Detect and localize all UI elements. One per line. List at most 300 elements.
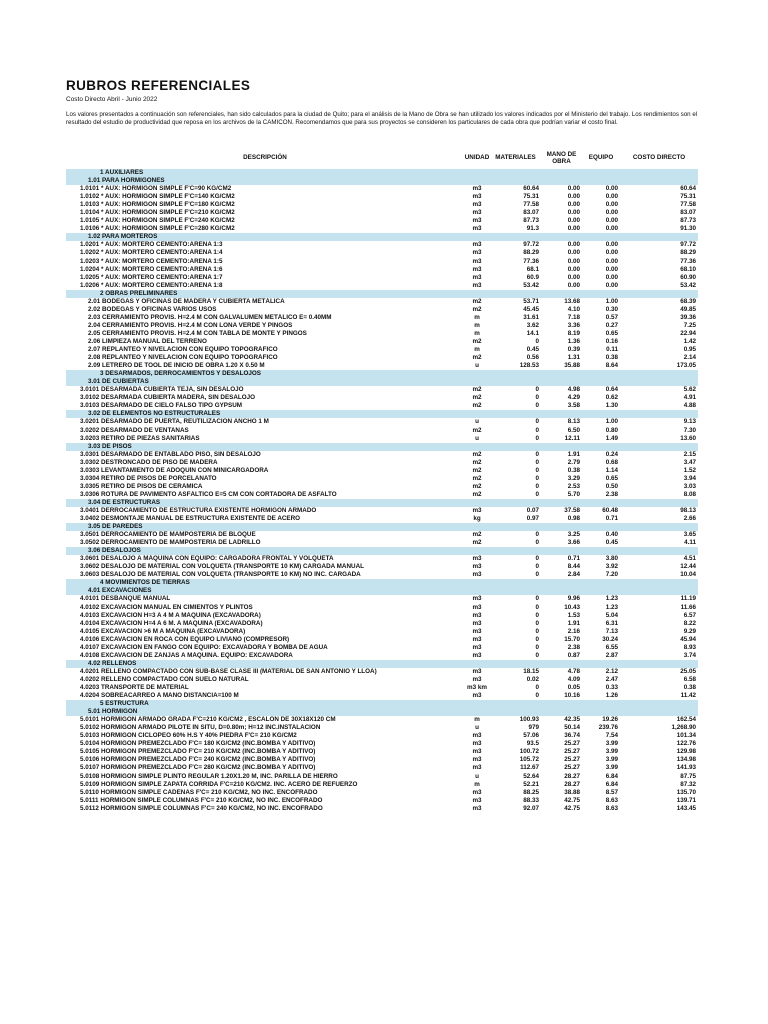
item-description: 4.0104 EXCAVACIÓN H=4 A 6 M. A MÁQUINA (EXCAVADORA) (66, 620, 464, 628)
item-unit: m2 (464, 467, 490, 475)
section-filler-cell (541, 660, 582, 668)
item-mano-de-obra: 0.00 (541, 282, 582, 290)
item-materiales: 0 (490, 394, 541, 402)
item-description: 5.0102 HORMIGÓN ARMADO PILOTE IN SITU, D=0.80m; H=12 INC.INSTALACIÓN (66, 724, 464, 732)
item-description: 4.0102 EXCAVACIÓN MANUAL EN CIMIENTOS Y PLINTOS (66, 604, 464, 612)
item-unit: m (464, 314, 490, 322)
item-costo-directo: 3.03 (620, 483, 698, 491)
item-description: 4.0108 EXCAVACIÓN DE ZANJAS A MÁQUINA. EQUIPO: EXCAVADORA (66, 652, 464, 660)
item-unit: m3 (464, 266, 490, 274)
table-row (66, 362, 698, 370)
item-materiales: 0 (490, 684, 541, 692)
item-equipo: 2.47 (582, 676, 620, 684)
item-equipo: 0.40 (582, 531, 620, 539)
table-row (66, 612, 698, 620)
item-description: 2.04 CERRAMIENTO PROVIS. H=2.4 M CON LONA VERDE Y PINGOS (66, 322, 464, 330)
item-description: 3.0602 DESALOJO DE MATERIAL CON VOLQUETA (TRANSPORTE 10 KM) CARGADA MANUAL (66, 563, 464, 571)
table-row (66, 716, 698, 724)
item-description: 4.0106 EXCAVACIÓN EN ROCA CON EQUIPO LIVIANO (COMPRESOR) (66, 636, 464, 644)
item-unit: m3 (464, 249, 490, 257)
item-mano-de-obra: 2.79 (541, 459, 582, 467)
section-row (66, 499, 698, 507)
item-description: 1.0206 * AUX: MORTERO CEMENTO:ARENA 1:8 (66, 282, 464, 290)
item-unit: m3 (464, 732, 490, 740)
item-description: 3.0305 RETIRO DE PISOS DE CERÁMICA (66, 483, 464, 491)
item-equipo: 3.99 (582, 756, 620, 764)
item-costo-directo: 22.94 (620, 330, 698, 338)
item-mano-de-obra: 4.78 (541, 668, 582, 676)
item-unit: m3 (464, 692, 490, 700)
item-unit: m3 (464, 604, 490, 612)
section-label: 3.03 DE PISOS (66, 443, 464, 451)
item-description: 3.0102 DESARMADA CUBIERTA MADERA, SIN DESALOJO (66, 394, 464, 402)
item-equipo: 0.33 (582, 684, 620, 692)
item-materiales: 128.53 (490, 362, 541, 370)
section-filler-cell (464, 547, 490, 555)
table-row (66, 459, 698, 467)
item-mano-de-obra: 38.88 (541, 789, 582, 797)
table-row (66, 241, 698, 249)
section-filler-cell (582, 370, 620, 378)
section-filler-cell (490, 443, 541, 451)
section-filler-cell (620, 700, 698, 708)
item-materiales: 979 (490, 724, 541, 732)
item-description: 1.0204 * AUX: MORTERO CEMENTO:ARENA 1:6 (66, 266, 464, 274)
column-header-mano-de-obra: MANO DE OBRA (546, 150, 577, 165)
item-materiales: 100.93 (490, 716, 541, 724)
item-unit: m2 (464, 402, 490, 410)
item-unit: u (464, 724, 490, 732)
section-filler-cell (490, 499, 541, 507)
item-costo-directo: 162.54 (620, 716, 698, 724)
item-description: 5.0106 HORMIGÓN PREMEZCLADO F'C= 240 KG/CM2 (INC.BOMBA Y ADITIVO) (66, 756, 464, 764)
item-costo-directo: 88.29 (620, 249, 698, 257)
item-unit: m3 (464, 756, 490, 764)
item-unit: m3 (464, 644, 490, 652)
page-subtitle: Costo Directo Abril - Junio 2022 (66, 96, 158, 103)
item-equipo: 0.11 (582, 346, 620, 354)
item-mano-de-obra: 0.00 (541, 249, 582, 257)
item-equipo: 8.64 (582, 362, 620, 370)
item-equipo: 0.71 (582, 515, 620, 523)
section-filler-cell (620, 708, 698, 716)
section-label: 4.02 RELLENOS (66, 660, 464, 668)
table-row (66, 531, 698, 539)
section-row (66, 177, 698, 185)
item-equipo: 19.26 (582, 716, 620, 724)
item-unit: m3 (464, 805, 490, 813)
item-materiales: 0.97 (490, 515, 541, 523)
item-costo-directo: 4.88 (620, 402, 698, 410)
section-filler-cell (464, 587, 490, 595)
item-mano-de-obra: 50.14 (541, 724, 582, 732)
item-equipo: 7.13 (582, 628, 620, 636)
item-description: 3.0201 DESARMADO DE PUERTA, REUTILIZACIÓN ANCHO 1 M (66, 418, 464, 426)
item-equipo: 2.38 (582, 491, 620, 499)
item-description: 2.08 REPLANTEO Y NIVELACIÓN CON EQUIPO TOPOGRÁFICO (66, 354, 464, 362)
table-row (66, 258, 698, 266)
table-row (66, 539, 698, 547)
section-row (66, 233, 698, 241)
item-materiales: 91.3 (490, 225, 541, 233)
table-row (66, 636, 698, 644)
table-row (66, 781, 698, 789)
item-equipo: 7.54 (582, 732, 620, 740)
item-materiales: 100.72 (490, 748, 541, 756)
item-unit: m3 (464, 764, 490, 772)
section-filler-cell (464, 700, 490, 708)
section-filler-cell (620, 660, 698, 668)
section-filler-cell (490, 708, 541, 716)
item-materiales: 0 (490, 636, 541, 644)
item-equipo: 6.84 (582, 773, 620, 781)
item-mano-de-obra: 0.05 (541, 684, 582, 692)
table-row (66, 201, 698, 209)
table-row (66, 571, 698, 579)
section-filler-cell (620, 290, 698, 298)
section-row (66, 378, 698, 386)
table-row (66, 732, 698, 740)
price-table (66, 146, 698, 813)
item-equipo: 3.99 (582, 748, 620, 756)
section-filler-cell (490, 579, 541, 587)
section-filler-cell (464, 499, 490, 507)
table-row (66, 676, 698, 684)
table-row (66, 764, 698, 772)
item-mano-de-obra: 1.36 (541, 338, 582, 346)
section-filler-cell (582, 499, 620, 507)
item-costo-directo: 13.60 (620, 435, 698, 443)
item-mano-de-obra: 3.36 (541, 322, 582, 330)
item-description: 1.0205 * AUX: MORTERO CEMENTO:ARENA 1:7 (66, 274, 464, 282)
section-filler-cell (582, 700, 620, 708)
section-filler-cell (582, 378, 620, 386)
table-row (66, 475, 698, 483)
item-unit: m3 (464, 217, 490, 225)
table-header-row (66, 146, 698, 169)
item-unit: m3 (464, 636, 490, 644)
section-label: 3.02 DE ELEMENTOS NO ESTRUCTURALES (66, 410, 464, 418)
section-filler-cell (582, 169, 620, 177)
intro-paragraph: Los valores presentados a continuación son referenciales, han sido calculados para la ciudad de Quito; para el análisis de la Mano de Obra se han utilizado los valores indicados por el Ministerio del trabajo. Los rendimientos son el resultado del estudio de productividad que reposa en los archivos de la CAMICON. Recomendamos que para sus proyectos se consideren los particulares de cada obra que podrían variar el costo final. (66, 111, 698, 127)
item-materiales: 83.07 (490, 209, 541, 217)
item-unit: m3 (464, 507, 490, 515)
item-mano-de-obra: 25.27 (541, 748, 582, 756)
table-row (66, 483, 698, 491)
section-filler-cell (541, 579, 582, 587)
item-materiales: 77.36 (490, 258, 541, 266)
section-filler-cell (582, 708, 620, 716)
section-filler-cell (582, 410, 620, 418)
section-filler-cell (464, 523, 490, 531)
section-filler-cell (541, 700, 582, 708)
item-mano-de-obra: 25.27 (541, 756, 582, 764)
item-materiales: 45.45 (490, 306, 541, 314)
section-filler-cell (490, 547, 541, 555)
item-mano-de-obra: 10.16 (541, 692, 582, 700)
item-mano-de-obra: 42.75 (541, 805, 582, 813)
section-filler-cell (464, 378, 490, 386)
section-filler-cell (490, 523, 541, 531)
item-mano-de-obra: 1.91 (541, 620, 582, 628)
section-filler-cell (464, 233, 490, 241)
item-description: 3.0302 DESTRONCADO DE PISO DE MADERA (66, 459, 464, 467)
item-costo-directo: 11.19 (620, 595, 698, 603)
item-costo-directo: 39.36 (620, 314, 698, 322)
item-mano-de-obra: 35.88 (541, 362, 582, 370)
item-materiales: 0 (490, 571, 541, 579)
section-row (66, 547, 698, 555)
item-materiales: 0 (490, 451, 541, 459)
item-mano-de-obra: 2.38 (541, 644, 582, 652)
table-row (66, 322, 698, 330)
table-row (66, 684, 698, 692)
table-row (66, 773, 698, 781)
item-costo-directo: 53.42 (620, 282, 698, 290)
item-costo-directo: 7.25 (620, 322, 698, 330)
item-equipo: 239.76 (582, 724, 620, 732)
item-unit: m (464, 330, 490, 338)
item-mano-de-obra: 4.29 (541, 394, 582, 402)
item-materiales: 53.42 (490, 282, 541, 290)
section-label: 5.01 HORMIGÓN (66, 708, 464, 716)
item-materiales: 0 (490, 612, 541, 620)
item-description: 2.07 REPLANTEO Y NIVELACIÓN CON EQUIPO TOPOGRÁFICO (66, 346, 464, 354)
item-equipo: 6.55 (582, 644, 620, 652)
item-equipo: 1.00 (582, 298, 620, 306)
item-unit: m3 (464, 748, 490, 756)
item-costo-directo: 1.52 (620, 467, 698, 475)
item-costo-directo: 3.65 (620, 531, 698, 539)
item-mano-de-obra: 1.31 (541, 354, 582, 362)
section-filler-cell (490, 169, 541, 177)
item-mano-de-obra: 0.00 (541, 185, 582, 193)
item-costo-directo: 2.14 (620, 354, 698, 362)
item-materiales: 0 (490, 483, 541, 491)
item-mano-de-obra: 28.27 (541, 781, 582, 789)
item-mano-de-obra: 0.00 (541, 258, 582, 266)
item-equipo: 1.49 (582, 435, 620, 443)
table-row (66, 467, 698, 475)
item-materiales: 0.02 (490, 676, 541, 684)
item-materiales: 0 (490, 692, 541, 700)
section-filler-cell (541, 290, 582, 298)
item-description: 5.0110 HORMIGÓN SIMPLE CADENAS F'C= 210 KG/CM2, NO INC. ENCOFRADO (66, 789, 464, 797)
item-costo-directo: 4.91 (620, 394, 698, 402)
item-materiales: 3.62 (490, 322, 541, 330)
item-materiales: 0 (490, 644, 541, 652)
item-mano-de-obra: 2.16 (541, 628, 582, 636)
item-unit: m3 (464, 789, 490, 797)
item-description: 3.0401 DERROCAMIENTO DE ESTRUCTURA EXISTENTE HORMIGÓN ARMADO (66, 507, 464, 515)
item-mano-de-obra: 0.00 (541, 209, 582, 217)
section-filler-cell (490, 700, 541, 708)
section-label: 3.05 DE PAREDES (66, 523, 464, 531)
item-equipo: 1.23 (582, 595, 620, 603)
item-mano-de-obra: 7.18 (541, 314, 582, 322)
section-filler-cell (490, 378, 541, 386)
section-filler-cell (464, 579, 490, 587)
section-row (66, 169, 698, 177)
item-unit: m3 (464, 628, 490, 636)
item-costo-directo: 77.58 (620, 201, 698, 209)
item-mano-de-obra: 4.10 (541, 306, 582, 314)
item-mano-de-obra: 1.91 (541, 451, 582, 459)
section-filler-cell (620, 523, 698, 531)
item-materiales: 97.72 (490, 241, 541, 249)
item-description: 3.0202 DESARMADO DE VENTANAS (66, 427, 464, 435)
table-row (66, 266, 698, 274)
item-costo-directo: 8.22 (620, 620, 698, 628)
item-costo-directo: 135.70 (620, 789, 698, 797)
item-mano-de-obra: 2.53 (541, 483, 582, 491)
item-unit: m2 (464, 531, 490, 539)
item-materiales: 52.21 (490, 781, 541, 789)
item-materiales: 0 (490, 386, 541, 394)
item-equipo: 0.50 (582, 483, 620, 491)
item-equipo: 0.00 (582, 201, 620, 209)
table-row (66, 298, 698, 306)
item-equipo: 0.00 (582, 274, 620, 282)
item-costo-directo: 0.38 (620, 684, 698, 692)
item-costo-directo: 6.58 (620, 676, 698, 684)
item-unit: m2 (464, 491, 490, 499)
section-label: 1.02 PARA MORTEROS (66, 233, 464, 241)
section-label: 3.04 DE ESTRUCTURAS (66, 499, 464, 507)
item-costo-directo: 3.74 (620, 652, 698, 660)
item-materiales: 0 (490, 427, 541, 435)
item-unit: m2 (464, 298, 490, 306)
item-description: 3.0203 RETIRO DE PIEZAS SANITARIAS (66, 435, 464, 443)
item-description: 5.0112 HORMIGÓN SIMPLE COLUMNAS F'C= 240 KG/CM2, NO INC. ENCOFRADO (66, 805, 464, 813)
item-materiales: 0.56 (490, 354, 541, 362)
item-costo-directo: 11.42 (620, 692, 698, 700)
item-costo-directo: 98.13 (620, 507, 698, 515)
item-mano-de-obra: 4.09 (541, 676, 582, 684)
table-row (66, 740, 698, 748)
table-row (66, 628, 698, 636)
column-header-equipo: EQUIPO (588, 154, 614, 161)
item-description: 1.0105 * AUX: HORMIGÓN SIMPLE F'C=240 KG/CM2 (66, 217, 464, 225)
item-costo-directo: 10.04 (620, 571, 698, 579)
section-filler-cell (582, 579, 620, 587)
table-row (66, 555, 698, 563)
item-mano-de-obra: 0.00 (541, 201, 582, 209)
item-equipo: 1.26 (582, 692, 620, 700)
item-mano-de-obra: 36.74 (541, 732, 582, 740)
item-materiales: 18.15 (490, 668, 541, 676)
section-filler-cell (620, 579, 698, 587)
item-materiales: 0 (490, 491, 541, 499)
item-costo-directo: 143.45 (620, 805, 698, 813)
item-mano-de-obra: 25.27 (541, 764, 582, 772)
section-label: 5 ESTRUCTURA (66, 700, 464, 708)
item-description: 1.0201 * AUX: MORTERO CEMENTO:ARENA 1:3 (66, 241, 464, 249)
item-mano-de-obra: 25.27 (541, 740, 582, 748)
item-description: 3.0101 DESARMADA CUBIERTA TEJA, SIN DESALOJO (66, 386, 464, 394)
table-row (66, 217, 698, 225)
table-row (66, 563, 698, 571)
item-materiales: 88.33 (490, 797, 541, 805)
section-filler-cell (464, 370, 490, 378)
item-costo-directo: 5.62 (620, 386, 698, 394)
item-costo-directo: 60.90 (620, 274, 698, 282)
section-label: 4.01 EXCAVACIONES (66, 587, 464, 595)
section-label: 1 AUXILIARES (66, 169, 464, 177)
item-equipo: 0.00 (582, 185, 620, 193)
item-mano-de-obra: 8.19 (541, 330, 582, 338)
section-filler-cell (620, 169, 698, 177)
item-description: 2.03 CERRAMIENTO PROVIS. H=2.4 M CON GALVALUMEN METÁLICO E= 0.40MM (66, 314, 464, 322)
item-costo-directo: 11.66 (620, 604, 698, 612)
item-unit: m2 (464, 459, 490, 467)
section-label: 1.01 PARA HORMIGONES (66, 177, 464, 185)
item-mano-de-obra: 0.00 (541, 193, 582, 201)
table-row (66, 515, 698, 523)
item-mano-de-obra: 10.43 (541, 604, 582, 612)
item-description: 3.0502 DERROCAMIENTO DE MAMPOSTERÍA DE LADRILLO (66, 539, 464, 547)
item-description: 2.09 LETRERO DE TOOL DE INICIO DE OBRA 1.20 X 0.50 M (66, 362, 464, 370)
column-header-unidad: UNIDAD (464, 154, 490, 161)
item-costo-directo: 75.31 (620, 193, 698, 201)
item-equipo: 0.30 (582, 306, 620, 314)
section-row (66, 700, 698, 708)
item-unit: m (464, 322, 490, 330)
section-row (66, 708, 698, 716)
item-equipo: 6.84 (582, 781, 620, 789)
item-equipo: 8.63 (582, 805, 620, 813)
table-row (66, 338, 698, 346)
item-materiales: 0.45 (490, 346, 541, 354)
table-row (66, 282, 698, 290)
section-row (66, 523, 698, 531)
item-costo-directo: 122.76 (620, 740, 698, 748)
item-equipo: 0.45 (582, 539, 620, 547)
item-materiales: 0 (490, 563, 541, 571)
item-equipo: 0.80 (582, 427, 620, 435)
item-costo-directo: 60.64 (620, 185, 698, 193)
item-equipo: 0.65 (582, 475, 620, 483)
item-unit: m2 (464, 451, 490, 459)
item-unit: m3 (464, 225, 490, 233)
item-unit: m2 (464, 394, 490, 402)
item-materiales: 0 (490, 338, 541, 346)
item-unit: m3 (464, 676, 490, 684)
table-row (66, 604, 698, 612)
item-mano-de-obra: 8.13 (541, 418, 582, 426)
table-row (66, 789, 698, 797)
item-materiales: 0 (490, 555, 541, 563)
item-equipo: 3.99 (582, 740, 620, 748)
item-mano-de-obra: 3.29 (541, 475, 582, 483)
item-costo-directo: 91.30 (620, 225, 698, 233)
item-unit: u (464, 362, 490, 370)
item-materiales: 0 (490, 459, 541, 467)
section-filler-cell (620, 547, 698, 555)
item-description: 1.0202 * AUX: MORTERO CEMENTO:ARENA 1:4 (66, 249, 464, 257)
item-description: 5.0105 HORMIGÓN PREMEZCLADO F'C= 210 KG/CM2 (INC.BOMBA Y ADITIVO) (66, 748, 464, 756)
item-costo-directo: 68.39 (620, 298, 698, 306)
item-materiales: 88.25 (490, 789, 541, 797)
table-row (66, 249, 698, 257)
item-costo-directo: 4.51 (620, 555, 698, 563)
table-row (66, 491, 698, 499)
section-filler-cell (582, 177, 620, 185)
column-header-materiales: MATERIALES (495, 154, 536, 161)
item-costo-directo: 2.66 (620, 515, 698, 523)
item-equipo: 0.00 (582, 241, 620, 249)
section-filler-cell (541, 410, 582, 418)
